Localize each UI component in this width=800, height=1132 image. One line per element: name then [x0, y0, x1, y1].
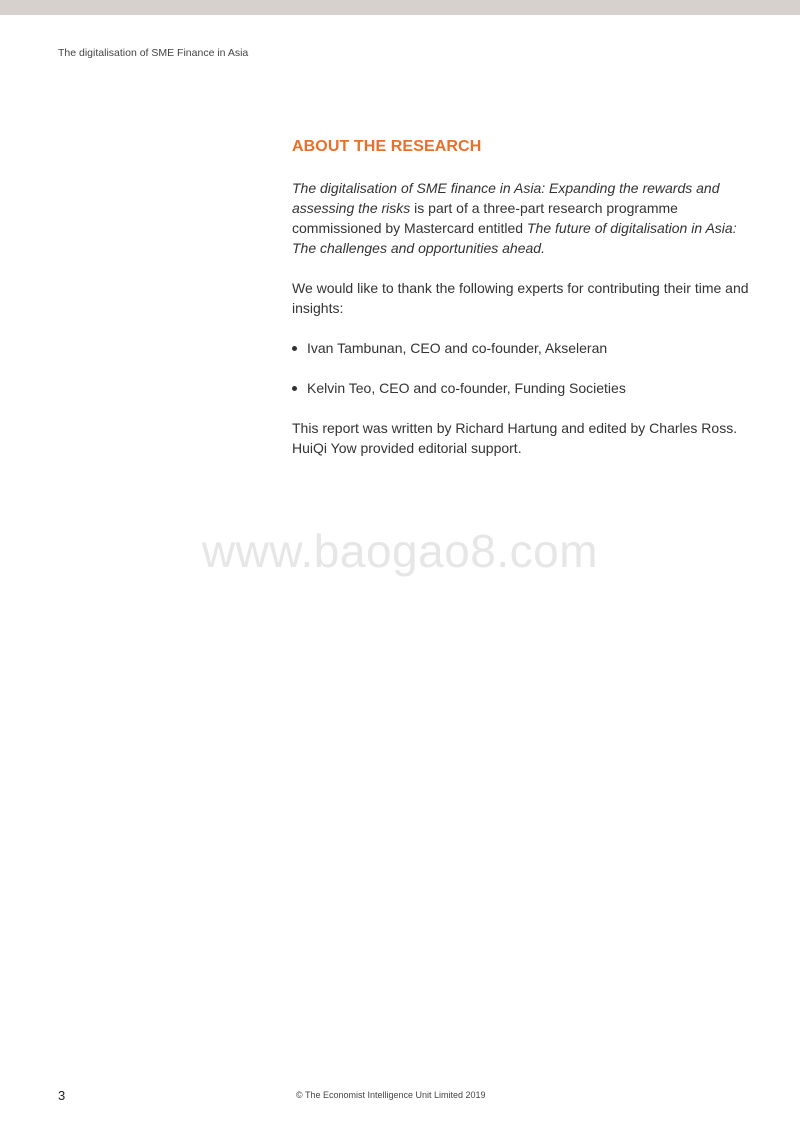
programme-title: The future of digitalisation in Asia: The challenges and opportunities ahead. — [292, 220, 737, 256]
page-number: 3 — [58, 1088, 66, 1103]
bullet-icon — [292, 386, 297, 391]
top-color-bar — [0, 0, 800, 15]
expert-list-item — [292, 338, 762, 358]
bullet-icon — [292, 346, 297, 351]
section-title: ABOUT THE RESEARCH — [292, 138, 482, 155]
credits-paragraph: This report was written by Richard Hartung and edited by Charles Ross. HuiQi Yow provided editorial support. — [292, 420, 738, 456]
expert-name: Ivan Tambunan, CEO and co-founder, Akseleran — [307, 340, 608, 356]
intro-text: is part of a three-part research programme commissioned by Mastercard entitled — [292, 200, 678, 236]
report-title: The digitalisation of SME finance in Asia: Expanding the rewards and assessing the risks — [292, 180, 720, 216]
thanks-paragraph: We would like to thank the following experts for contributing their time and insights: — [292, 280, 749, 316]
watermark: www.baogao8.com — [201, 525, 599, 577]
running-header: The digitalisation of SME Finance in Asia — [58, 47, 249, 59]
expert-name: Kelvin Teo, CEO and co-founder, Funding Societies — [307, 380, 626, 396]
expert-list-item — [292, 378, 762, 398]
about-research-section — [292, 138, 762, 478]
copyright-notice: © The Economist Intelligence Unit Limited 2019 — [296, 1090, 486, 1100]
intro-paragraph — [292, 178, 762, 258]
